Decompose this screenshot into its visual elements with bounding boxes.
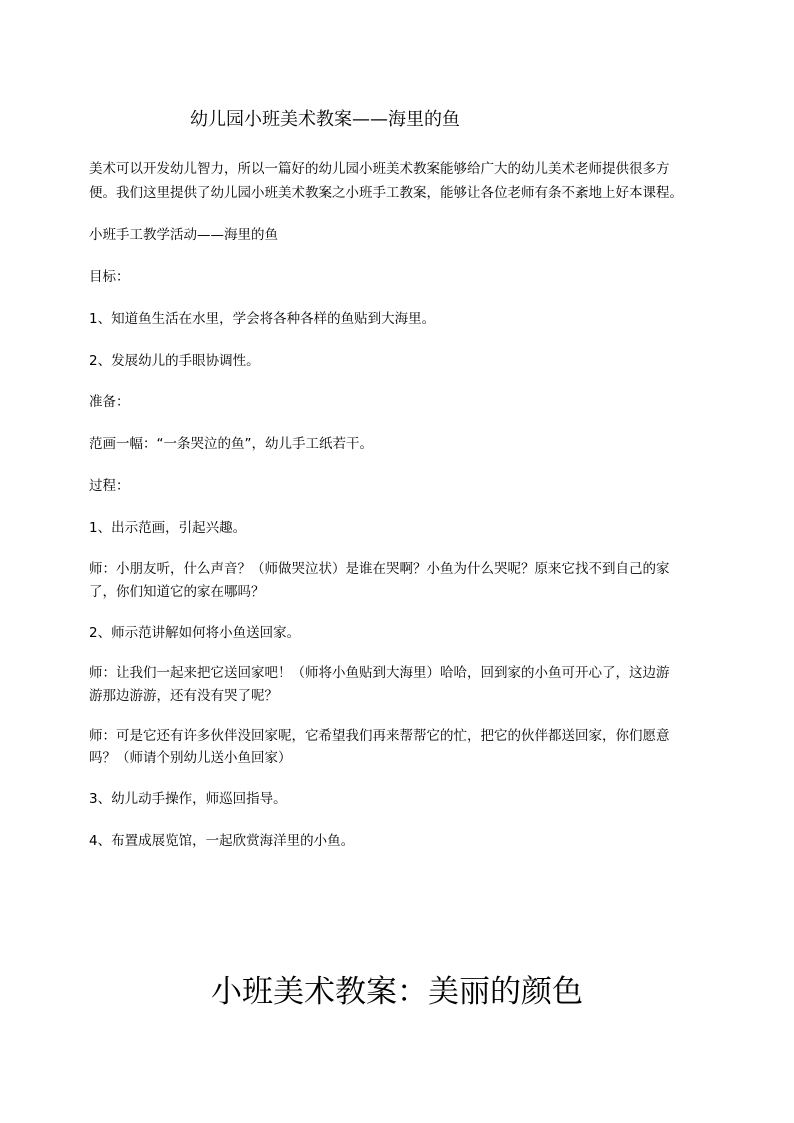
teacher-speech-2-line-2: 游那边游游，还有没有哭了呢？ xyxy=(89,688,278,704)
teacher-speech-1-line-1: 师：小朋友听，什么声音？（师做哭泣状）是谁在哭啊？小鱼为什么哭呢？原来它找不到自己的家 xyxy=(89,561,670,577)
intro-line-1: 美术可以开发幼儿智力，所以一篇好的幼儿园小班美术教案能够给广大的幼儿美术老师提供很多方 xyxy=(89,161,670,177)
goal-1: 1、知道鱼生活在水里，学会将各种各样的鱼贴到大海里。 xyxy=(89,311,436,327)
activity-title: 小班手工教学活动——海里的鱼 xyxy=(89,227,278,243)
goal-2: 2、发展幼儿的手眼协调性。 xyxy=(89,353,260,369)
teacher-speech-1-line-2: 了，你们知道它的家在哪吗？ xyxy=(89,584,265,600)
step-2: 2、师示范讲解如何将小鱼送回家。 xyxy=(89,625,301,641)
intro-line-2: 便。我们这里提供了幼儿园小班美术教案之小班手工教案，能够让各位老师有条不紊地上好本课程。 xyxy=(89,185,683,201)
step-4: 4、布置成展览馆，一起欣赏海洋里的小鱼。 xyxy=(89,833,355,849)
step-1: 1、出示范画，引起兴趣。 xyxy=(89,520,247,536)
teacher-speech-3-line-2: 吗？（师请个别幼儿送小鱼回家） xyxy=(89,750,292,766)
step-3: 3、幼儿动手操作，师巡回指导。 xyxy=(89,791,287,807)
teacher-speech-3-line-1: 师：可是它还有许多伙伴没回家呢，它希望我们再来帮帮它的忙，把它的伙伴都送回家，你们愿意 xyxy=(89,728,670,744)
prep-text: 范画一幅：“一条哭泣的鱼”，幼儿手工纸若干。 xyxy=(89,436,373,452)
next-section-title: 小班美术教案：美丽的颜色 xyxy=(211,974,583,1010)
document-title: 幼儿园小班美术教案——海里的鱼 xyxy=(190,109,460,130)
prep-heading: 准备： xyxy=(89,394,130,410)
goals-heading: 目标： xyxy=(89,269,130,285)
teacher-speech-2-line-1: 师：让我们一起来把它送回家吧！（师将小鱼贴到大海里）哈哈，回到家的小鱼可开心了，这边游 xyxy=(89,665,670,681)
process-heading: 过程： xyxy=(89,478,130,494)
